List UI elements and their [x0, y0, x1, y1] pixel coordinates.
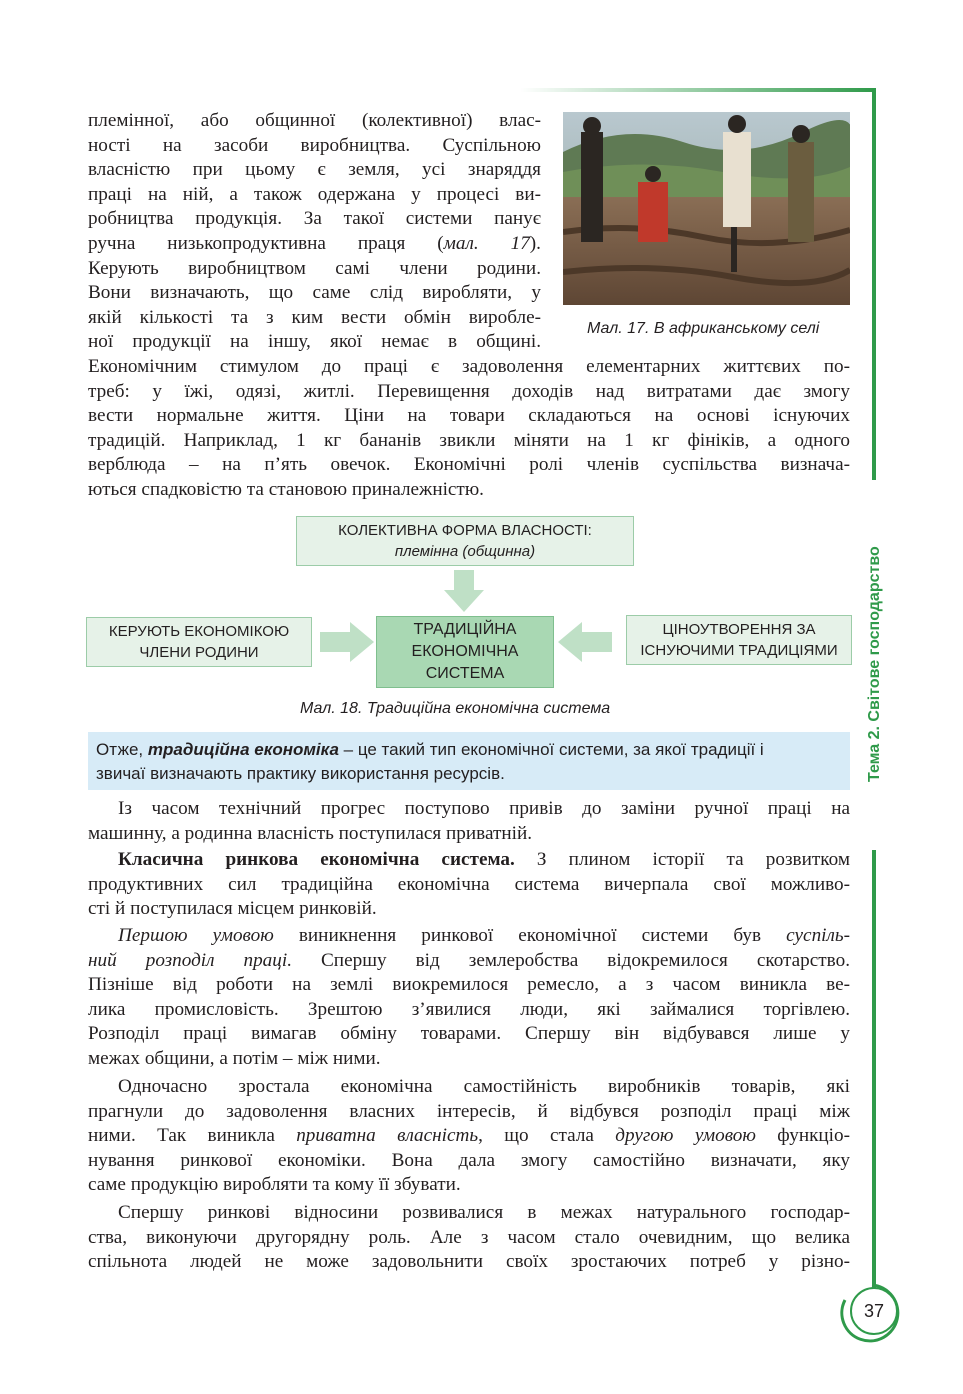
definition-box	[88, 732, 850, 790]
chapter-side-label: Тема 2. Світове господарство	[866, 546, 883, 782]
intro-line-10: ної продукції на іншу, якої немає в общині.	[88, 331, 541, 353]
paragraph-line: Розподіл праці вимагав обміну товарами. Спершу він відбувався лише у	[88, 1023, 850, 1045]
intro-line-4: праці на ній, а також одержана у процесі ви-	[88, 183, 541, 205]
paragraph-line: нування ринкової економіки. Вона дала змогу самостійно визначати, яку	[88, 1149, 850, 1171]
definition-term: традиційна економіка	[147, 740, 339, 759]
paragraph-line: межах общини, а потім – між ними.	[88, 1047, 381, 1069]
paragraph-line: Спершу ринкові відносини розвивалися в межах натурального господар-	[118, 1202, 850, 1223]
pricing-traditions-line1: ЦІНОУТВОРЕННЯ ЗА	[662, 621, 816, 638]
body-paragraph-1	[88, 797, 850, 846]
body-paragraph-2	[88, 848, 850, 922]
figure18-caption: Мал. 18. Традиційна економічна система	[300, 700, 611, 717]
body-paragraph-4	[88, 1075, 850, 1198]
intro-line-8: Вони визначають, що саме слід виробляти, у	[88, 282, 541, 304]
body-paragraph-5	[88, 1201, 850, 1275]
paragraph-line: Із часом технічний прогрес поступово привів до заміни ручної праці на	[118, 798, 850, 819]
intro-line-6: ручна низькопродуктивна праця (мал. 17).	[88, 232, 541, 254]
intro-line-9: якій кількості та з ким вести обмін виробле-	[88, 306, 541, 328]
arrow-left	[558, 622, 612, 662]
traditional-system-line3: СИСТЕМА	[425, 665, 505, 682]
paragraph-line: традицій. Наприклад, 1 кг бананів звикли міняти на 1 кг фініків, а одного	[88, 429, 850, 451]
paragraph-line: прагнули до задоволення власних інтересів, й відбувся розподіл праці між	[88, 1100, 850, 1122]
intro-line-2: ності на засоби виробництва. Суспільною	[88, 134, 541, 156]
family-management-line2: ЧЛЕНИ РОДИНИ	[139, 644, 259, 661]
traditional-system-box	[376, 616, 554, 688]
paragraph-line: Пізніше від роботи на землі виокремилося ремесло, а з часом виникла ве-	[88, 974, 850, 996]
traditional-system-line1: ТРАДИЦІЙНА	[413, 621, 517, 638]
body-paragraph-3	[88, 924, 850, 1072]
paragraph-line: ний розподіл праці. Спершу від землеробства відокремилося скотарство.	[88, 949, 851, 971]
definition-line-1: Отже, традиційна економіка – це такий тип економічної системи, за якої традиції і	[96, 740, 764, 759]
paragraph-line: лика промисловість. Зрештою з’явилися люди, які займалися торгівлею.	[88, 998, 850, 1020]
figure17-caption: Мал. 17. В африканському селі	[587, 320, 820, 337]
paragraph-line: ними. Так виникла приватна власність, що стала другою умовою функціо-	[88, 1125, 850, 1147]
paragraph-line: машинну, а родинна власність поступилася приватній.	[88, 822, 533, 844]
intro-line-5: робництва продукція. За такої системи панує	[88, 208, 541, 230]
pricing-traditions-line2: ІСНУЮЧИМИ ТРАДИЦІЯМИ	[640, 642, 838, 659]
paragraph-line: ства, виконуючи другорядну роль. Але з часом стало очевидним, що велика	[88, 1226, 850, 1248]
paragraph-line: треб: у їжі, одязі, житлі. Перевищення доходів над витратами дає змогу	[88, 380, 850, 402]
paragraph-line: продуктивних сил традиційна економічна система вичерпала свої можливо-	[88, 873, 850, 895]
paragraph-line: верблюда – на п’ять овечок. Економічні ролі членів суспільства визнача-	[88, 454, 850, 476]
collective-property-title: КОЛЕКТИВНА ФОРМА ВЛАСНОСТІ:	[338, 522, 592, 539]
intro-line-7: Керують виробництвом самі члени родини.	[88, 257, 541, 279]
section-heading: Класична ринкова економічна система.	[118, 849, 515, 870]
paragraph-line: Економічним стимулом до праці є задоволення елементарних життєвих по-	[88, 356, 850, 377]
family-management-line1: КЕРУЮТЬ ЕКОНОМІКОЮ	[108, 623, 290, 640]
definition-line-2: звичаї визначають практику використання ресурсів.	[96, 764, 505, 783]
paragraph-line: Першою умовою виникнення ринкової економічної системи був суспіль-	[118, 925, 850, 946]
paragraph-line: сті й поступилася місцем ринковій.	[88, 898, 377, 920]
arrow-right	[320, 622, 374, 662]
pricing-traditions-box	[626, 615, 852, 665]
paragraph-line: вести нормальне життя. Ціни на товари складаються на основі існуючих	[88, 405, 850, 427]
page-number: 37	[850, 1287, 898, 1335]
traditional-system-line2: ЕКОНОМІЧНА	[411, 643, 519, 660]
collective-property-subtitle: племінна (общинна)	[394, 543, 536, 560]
family-management-box	[86, 617, 312, 667]
intro-line-3: власністю при цьому є земля, усі знаряддя	[88, 159, 541, 181]
paragraph-line: Одночасно зростала економічна самостійність виробників товарів, які	[118, 1076, 850, 1097]
paragraph-line: спільнота людей не може задовольнити своїх зростаючих потреб у різно-	[88, 1251, 850, 1273]
paragraph-line: Класична ринкова економічна система. З плином історії та розвитком	[118, 849, 850, 870]
paragraph-line: ються спадковістю та становою приналежністю.	[88, 478, 484, 500]
paragraph-line: саме продукцію виробляти та кому її збувати.	[88, 1174, 461, 1196]
arrow-down	[444, 570, 484, 612]
intro-line-1: племінної, або общинної (колективної) влас-	[88, 110, 541, 131]
